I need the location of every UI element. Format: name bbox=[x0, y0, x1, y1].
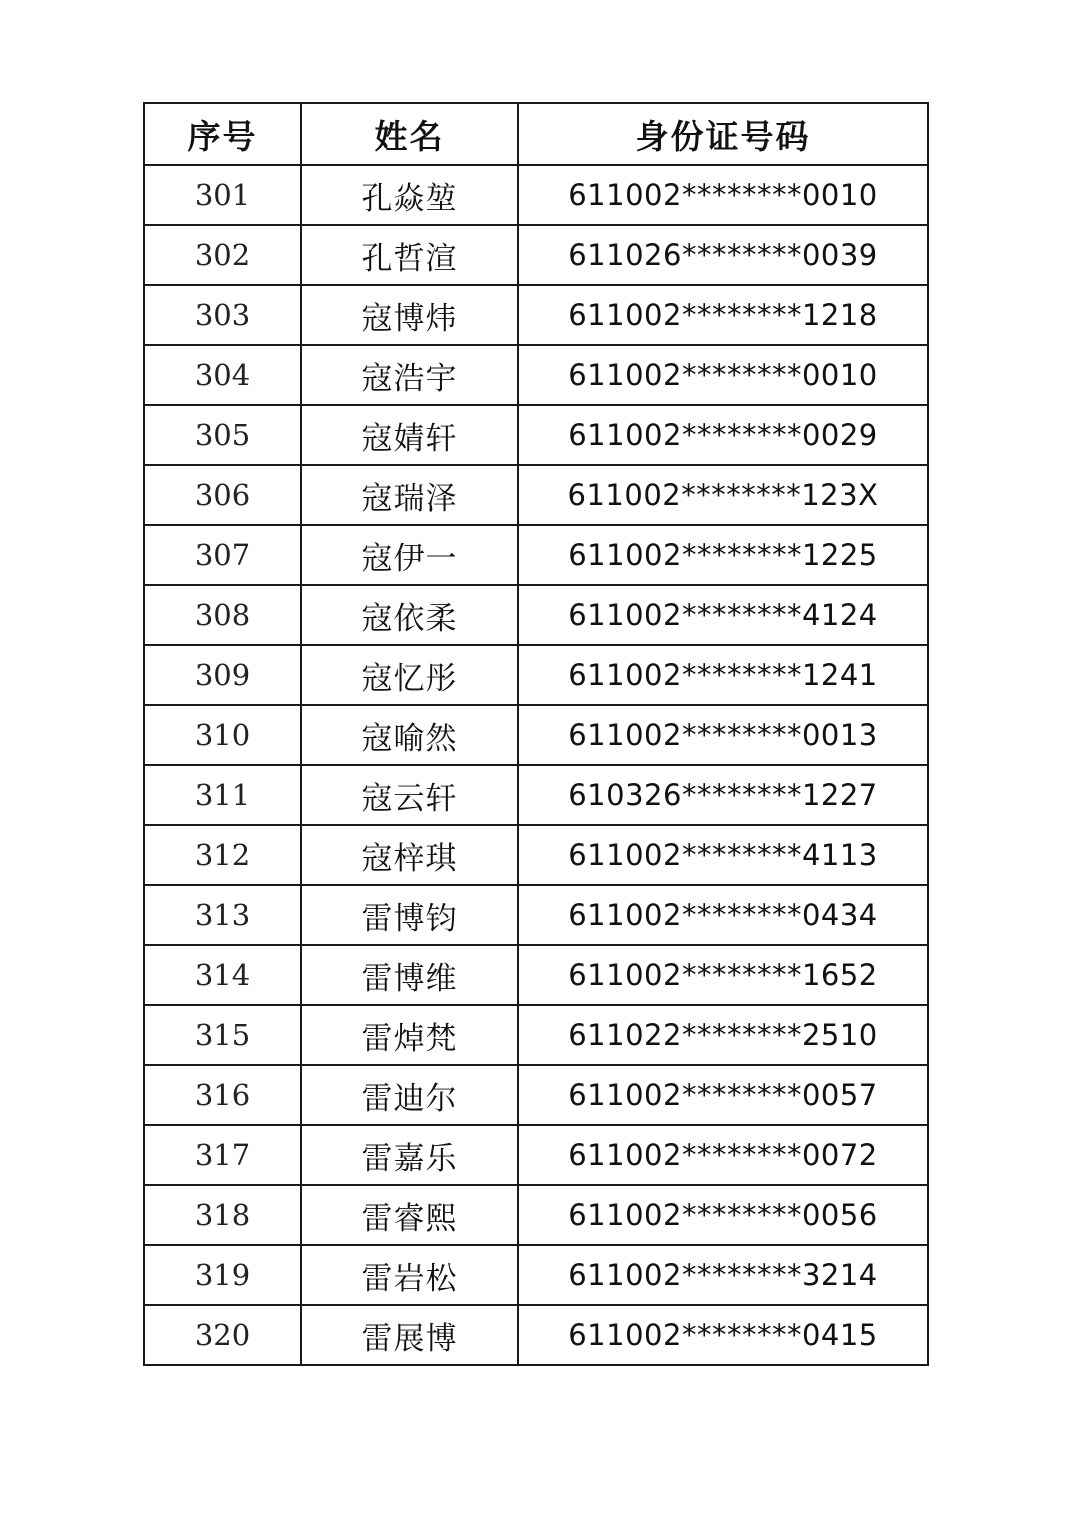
seq-cell: 308 bbox=[144, 585, 301, 645]
id-number-cell: 611002********0010 bbox=[518, 345, 928, 405]
table-row bbox=[144, 1125, 928, 1185]
table-row bbox=[144, 1185, 928, 1245]
name-cell: 寇博炜 bbox=[301, 285, 518, 345]
seq-cell: 305 bbox=[144, 405, 301, 465]
seq-cell: 320 bbox=[144, 1305, 301, 1365]
table-row bbox=[144, 165, 928, 225]
id-number-cell: 611002********0029 bbox=[518, 405, 928, 465]
name-cell: 雷博维 bbox=[301, 945, 518, 1005]
name-cell: 雷岩松 bbox=[301, 1245, 518, 1305]
name-cell: 孔哲渲 bbox=[301, 225, 518, 285]
seq-cell: 309 bbox=[144, 645, 301, 705]
seq-cell: 318 bbox=[144, 1185, 301, 1245]
table-row bbox=[144, 585, 928, 645]
id-number-cell: 611002********0013 bbox=[518, 705, 928, 765]
id-number-cell: 611002********0056 bbox=[518, 1185, 928, 1245]
seq-cell: 311 bbox=[144, 765, 301, 825]
table-row bbox=[144, 405, 928, 465]
seq-cell: 319 bbox=[144, 1245, 301, 1305]
table-row bbox=[144, 645, 928, 705]
id-number-cell: 611002********123X bbox=[518, 465, 928, 525]
seq-cell: 313 bbox=[144, 885, 301, 945]
table-row bbox=[144, 885, 928, 945]
name-cell: 寇忆彤 bbox=[301, 645, 518, 705]
roster-table bbox=[143, 102, 929, 1366]
table-row bbox=[144, 225, 928, 285]
name-cell: 寇瑞泽 bbox=[301, 465, 518, 525]
id-number-cell: 611002********1652 bbox=[518, 945, 928, 1005]
id-number-cell: 611002********1218 bbox=[518, 285, 928, 345]
seq-cell: 303 bbox=[144, 285, 301, 345]
id-number-cell: 611002********0072 bbox=[518, 1125, 928, 1185]
table-header bbox=[144, 103, 928, 165]
header-seq: 序号 bbox=[144, 103, 301, 165]
header-name: 姓名 bbox=[301, 103, 518, 165]
seq-cell: 315 bbox=[144, 1005, 301, 1065]
seq-cell: 312 bbox=[144, 825, 301, 885]
table-row bbox=[144, 1005, 928, 1065]
name-cell: 寇婧轩 bbox=[301, 405, 518, 465]
seq-cell: 304 bbox=[144, 345, 301, 405]
seq-cell: 317 bbox=[144, 1125, 301, 1185]
name-cell: 雷迪尔 bbox=[301, 1065, 518, 1125]
id-number-cell: 611002********4113 bbox=[518, 825, 928, 885]
header-id-number: 身份证号码 bbox=[518, 103, 928, 165]
id-number-cell: 611002********3214 bbox=[518, 1245, 928, 1305]
name-cell: 雷睿熙 bbox=[301, 1185, 518, 1245]
table-row bbox=[144, 1245, 928, 1305]
seq-cell: 316 bbox=[144, 1065, 301, 1125]
id-number-cell: 611002********0434 bbox=[518, 885, 928, 945]
table-row bbox=[144, 945, 928, 1005]
seq-cell: 314 bbox=[144, 945, 301, 1005]
id-number-cell: 611002********1225 bbox=[518, 525, 928, 585]
name-cell: 寇喻然 bbox=[301, 705, 518, 765]
seq-cell: 301 bbox=[144, 165, 301, 225]
name-cell: 孔焱堃 bbox=[301, 165, 518, 225]
name-cell: 寇梓琪 bbox=[301, 825, 518, 885]
id-number-cell: 610326********1227 bbox=[518, 765, 928, 825]
seq-cell: 310 bbox=[144, 705, 301, 765]
name-cell: 寇依柔 bbox=[301, 585, 518, 645]
seq-cell: 307 bbox=[144, 525, 301, 585]
table-row bbox=[144, 1305, 928, 1365]
id-number-cell: 611022********2510 bbox=[518, 1005, 928, 1065]
table-body bbox=[144, 165, 928, 1365]
table-row bbox=[144, 465, 928, 525]
table-row bbox=[144, 1065, 928, 1125]
id-number-cell: 611002********0415 bbox=[518, 1305, 928, 1365]
header-row bbox=[144, 103, 928, 165]
table-row bbox=[144, 705, 928, 765]
table-row bbox=[144, 285, 928, 345]
id-number-cell: 611002********4124 bbox=[518, 585, 928, 645]
name-cell: 寇云轩 bbox=[301, 765, 518, 825]
id-number-cell: 611002********1241 bbox=[518, 645, 928, 705]
table-row bbox=[144, 825, 928, 885]
table-row bbox=[144, 345, 928, 405]
id-number-cell: 611002********0057 bbox=[518, 1065, 928, 1125]
name-cell: 雷展博 bbox=[301, 1305, 518, 1365]
name-cell: 雷嘉乐 bbox=[301, 1125, 518, 1185]
table-row bbox=[144, 525, 928, 585]
name-cell: 雷焯梵 bbox=[301, 1005, 518, 1065]
id-number-cell: 611026********0039 bbox=[518, 225, 928, 285]
name-cell: 寇浩宇 bbox=[301, 345, 518, 405]
name-cell: 寇伊一 bbox=[301, 525, 518, 585]
id-number-cell: 611002********0010 bbox=[518, 165, 928, 225]
name-cell: 雷博钧 bbox=[301, 885, 518, 945]
seq-cell: 306 bbox=[144, 465, 301, 525]
seq-cell: 302 bbox=[144, 225, 301, 285]
table-row bbox=[144, 765, 928, 825]
